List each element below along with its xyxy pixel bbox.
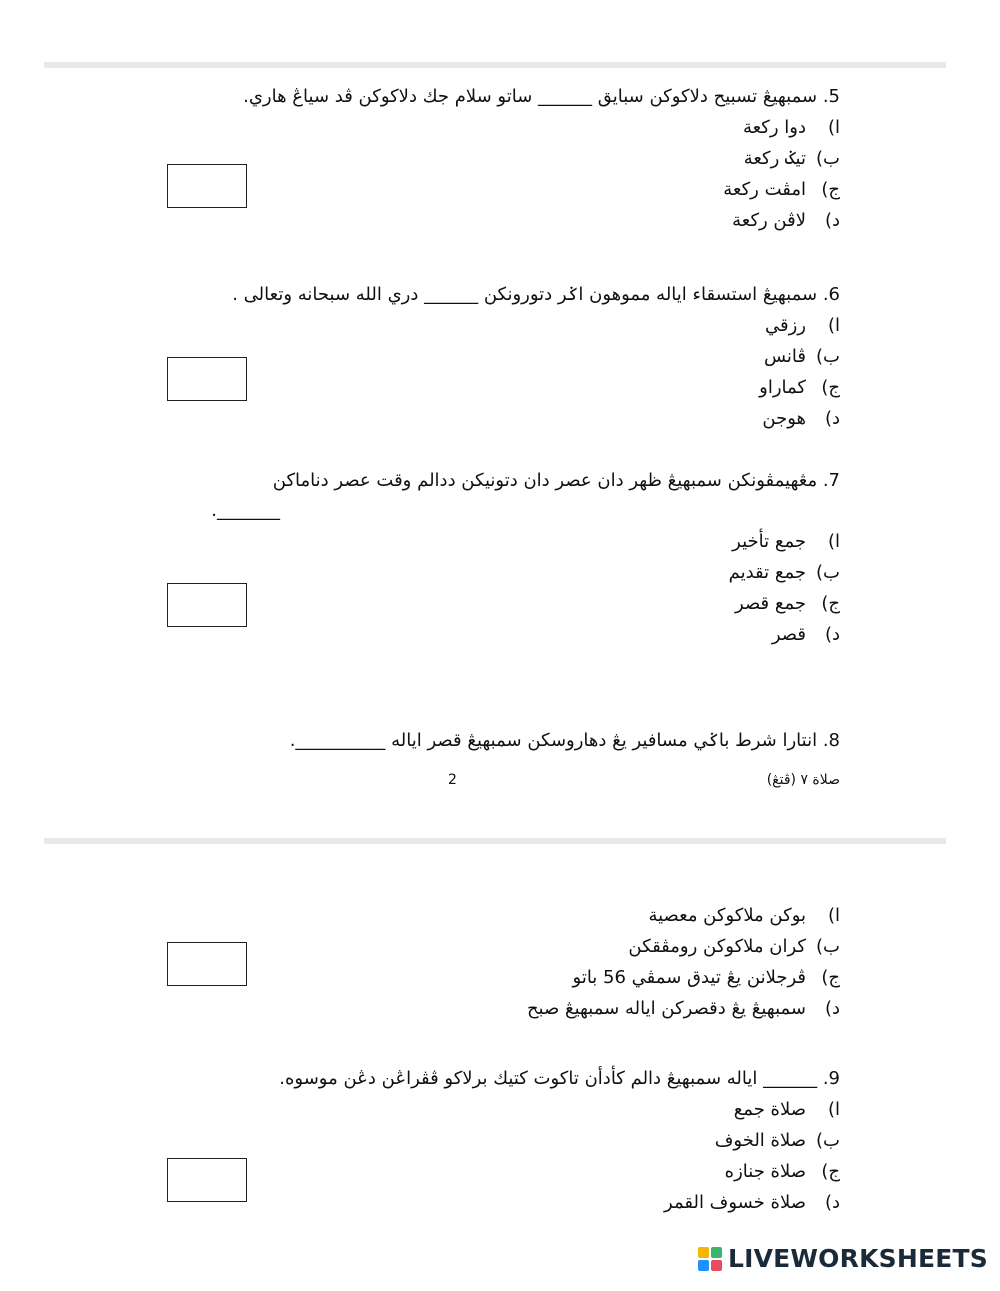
- option-d: د)لاڤن ركعة: [732, 210, 840, 231]
- option-d: د)سمبهيڠ يڠ دقصركن اياله سمبهيڠ صبح: [526, 998, 840, 1019]
- option-c: ج)ڤرجلانن يڠ تيدق سمڤي 56 باتو: [572, 967, 840, 988]
- question-8: [120, 726, 840, 756]
- question-stem: 5. سمبهيڠ تسبيح دلاكوكن سبايق ______ ساتو سلام جك دلاكوكن ڤد سياڠ هاري.: [243, 86, 840, 107]
- question-stem: 7. مڠهيمڤونكن سمبهيڠ ظهر دان عصر دان دتونيكن ددالم وقت عصر دناماكن: [272, 470, 840, 491]
- option-a: ا)رزقي: [765, 315, 840, 336]
- page-divider-middle: [44, 838, 946, 844]
- answer-box-q9[interactable]: [167, 1158, 247, 1202]
- brand-square-1: [698, 1247, 709, 1258]
- liveworksheets-logo: [698, 1244, 988, 1273]
- option-a: ا)جمع تأخير: [732, 531, 840, 552]
- question-stem-continuation: _______.: [211, 500, 280, 521]
- question-stem: 8. انتارا شرط باݢي مسافير يڠ دهاروسكن سمبهيڠ قصر اياله __________.: [289, 730, 840, 751]
- option-a: ا)بوكن ملاكوكن معصية: [648, 905, 840, 926]
- answer-box-q6[interactable]: [167, 357, 247, 401]
- question-stem: 9. ______ اياله سمبهيڠ دالم كأدأن تاكوت كتيك برلاكو ڤڤراڠن دڠن موسوه.: [279, 1068, 840, 1089]
- brand-square-2: [711, 1247, 722, 1258]
- answer-box-q5[interactable]: [167, 164, 247, 208]
- option-c: ج)كماراو: [759, 377, 840, 398]
- option-b: ب)جمع تقديم: [728, 562, 840, 583]
- answer-box-q7[interactable]: [167, 583, 247, 627]
- footer-subject: صلاة ٧ (ڤتڠ): [766, 772, 840, 788]
- option-b: ب)تيݢ ركعة: [743, 148, 840, 169]
- option-a: ا)دوا ركعة: [742, 117, 840, 138]
- option-d: د)قصر: [771, 624, 840, 645]
- option-b: ب)كران ملاكوكن رومڤقكن: [628, 936, 840, 957]
- brand-square-4: [711, 1260, 722, 1271]
- page-divider-top: [44, 62, 946, 68]
- option-c: ج)امڤت ركعة: [723, 179, 840, 200]
- option-d: د)صلاة خسوف القمر: [664, 1192, 840, 1213]
- option-c: ج)صلاة جنازه: [724, 1161, 840, 1182]
- option-c: ج)جمع قصر: [735, 593, 840, 614]
- option-b: ب)ڤانس: [763, 346, 840, 367]
- question-stem: 6. سمبهيڠ استسقاء اياله مموهون اݢر دتورونكن ______ دري الله سبحانه وتعالى .: [232, 284, 840, 305]
- option-a: ا)صلاة جمع: [733, 1099, 840, 1120]
- brand-name: LIVEWORKSHEETS: [727, 1244, 988, 1273]
- page-footer: [140, 772, 840, 796]
- brand-square-3: [698, 1260, 709, 1271]
- option-d: د)هوجن: [762, 408, 840, 429]
- brand-icon: [698, 1247, 722, 1271]
- question-5: [120, 82, 840, 236]
- answer-box-q8[interactable]: [167, 942, 247, 986]
- page-number: 2: [448, 772, 457, 788]
- option-b: ب)صلاة الخوف: [714, 1130, 840, 1151]
